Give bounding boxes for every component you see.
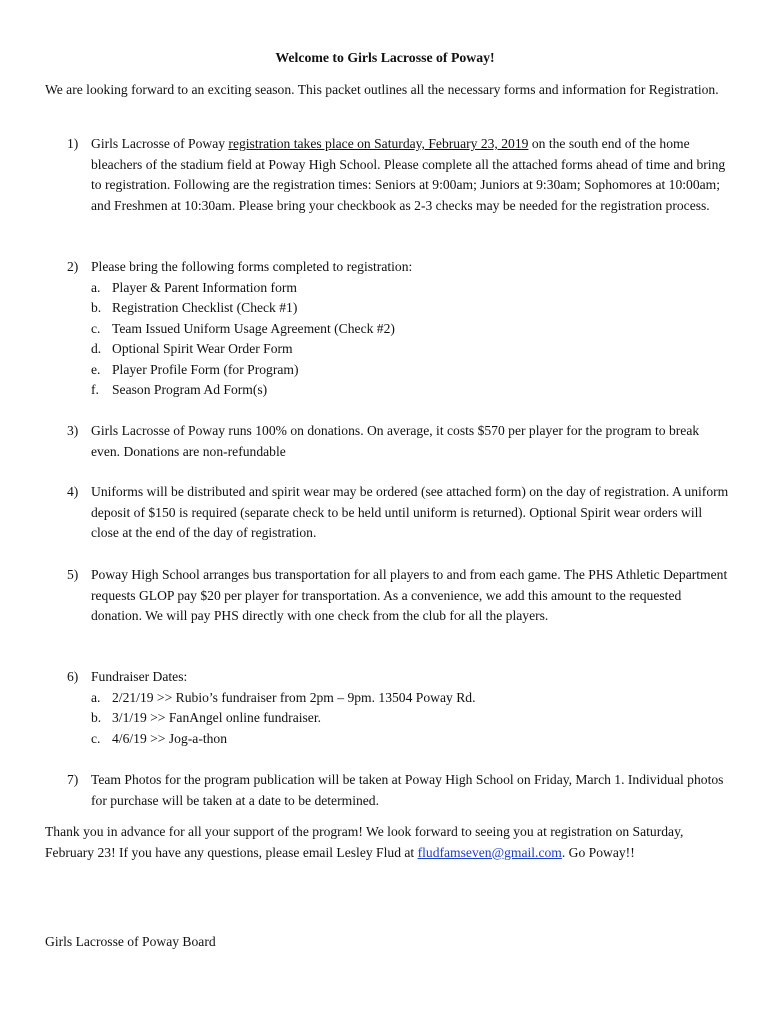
forms-sublist bbox=[91, 278, 731, 401]
sublist-item: b. 3/1/19 >> FanAngel online fundraiser. bbox=[91, 710, 322, 725]
list-item-1 bbox=[45, 134, 735, 216]
list-item-6 bbox=[45, 667, 735, 749]
list-item-5 bbox=[45, 565, 735, 627]
item-number: 2) bbox=[67, 259, 79, 274]
sublist-item: a. Player & Parent Information form bbox=[91, 279, 297, 295]
item-body bbox=[91, 134, 731, 216]
fundraiser-sublist bbox=[91, 688, 731, 750]
item-body: Please bring the following forms completed to registration: bbox=[91, 259, 413, 274]
item-number: 3) bbox=[67, 423, 79, 438]
item-number: 5) bbox=[67, 567, 79, 582]
closing-text-post: . Go Poway!! bbox=[561, 844, 635, 860]
sublist-item: c. Team Issued Uniform Usage Agreement (Check #2) bbox=[91, 320, 395, 336]
list-item-3 bbox=[45, 421, 735, 462]
item-body: Girls Lacrosse of Poway runs 100% on donations. On average, it costs $570 per player for the program to break even. Donations are non-refundable bbox=[91, 423, 700, 459]
sublist-item: e. Player Profile Form (for Program) bbox=[91, 361, 299, 377]
item-body: Uniforms will be distributed and spirit wear may be ordered (see attached form) on the day of registration. A uniform deposit of $150 is required (separate check to be held until uniform is returned). Optional Spirit wear orders will close at the end of the day of registration. bbox=[91, 484, 729, 540]
item-body: Poway High School arranges bus transportation for all players to and from each game. The PHS Athletic Department requests GLOP pay $20 per player for transportation. As a convenience, we add this amount to the requested donation. We will pay PHS directly with one check from the club for all the players. bbox=[91, 567, 728, 623]
intro-paragraph: We are looking forward to an exciting season. This packet outlines all the necessary forms and information for Registration. bbox=[45, 82, 719, 97]
sublist-item: d. Optional Spirit Wear Order Form bbox=[91, 341, 293, 356]
item-number: 1) bbox=[67, 136, 79, 151]
item-number: 4) bbox=[67, 484, 79, 499]
email-link[interactable]: fludfamseven@gmail.com bbox=[417, 844, 562, 860]
list-item-4 bbox=[45, 482, 735, 544]
sublist-item: a. 2/21/19 >> Rubio’s fundraiser from 2pm – 9pm. 13504 Poway Rd. bbox=[91, 689, 476, 705]
closing-paragraph bbox=[45, 822, 735, 863]
sublist-item: f. Season Program Ad Form(s) bbox=[91, 382, 268, 397]
sublist-item: b. Registration Checklist (Check #1) bbox=[91, 300, 298, 315]
list-item-2 bbox=[45, 257, 735, 401]
sublist-item: c. 4/6/19 >> Jog-a-thon bbox=[91, 730, 228, 746]
item-text-pre: Girls Lacrosse of Poway bbox=[91, 136, 229, 151]
list-item-7 bbox=[45, 770, 735, 811]
item-text-post: on the south end of the home bleachers of the stadium field at Poway High School. Please complete all the attached forms ahead of time and bring to registration. Following are the registration times: Seniors at 9:00am; Juniors at 9:30am; Sophomores at 10:00am; and Freshmen at 10:30am. Please bring your checkbook as 2-3 checks may be needed for the registration process. bbox=[91, 136, 726, 213]
item-body: Fundraiser Dates: bbox=[91, 669, 188, 684]
item-number: 6) bbox=[67, 669, 79, 684]
page-title: Welcome to Girls Lacrosse of Poway! bbox=[275, 50, 495, 65]
registration-date-underlined: registration takes place on Saturday, February 23, 2019 bbox=[228, 136, 529, 151]
item-number: 7) bbox=[67, 772, 79, 787]
item-body: Team Photos for the program publication will be taken at Poway High School on Friday, March 1. Individual photos for purchase will be taken at a date to be determined. bbox=[91, 772, 724, 808]
closing-text-pre: Thank you in advance for all your support of the program! We look forward to seeing you at registration on Saturday, February 23! If you have any questions, please email Lesley Flud at bbox=[45, 824, 684, 860]
signature: Girls Lacrosse of Poway Board bbox=[45, 934, 216, 949]
